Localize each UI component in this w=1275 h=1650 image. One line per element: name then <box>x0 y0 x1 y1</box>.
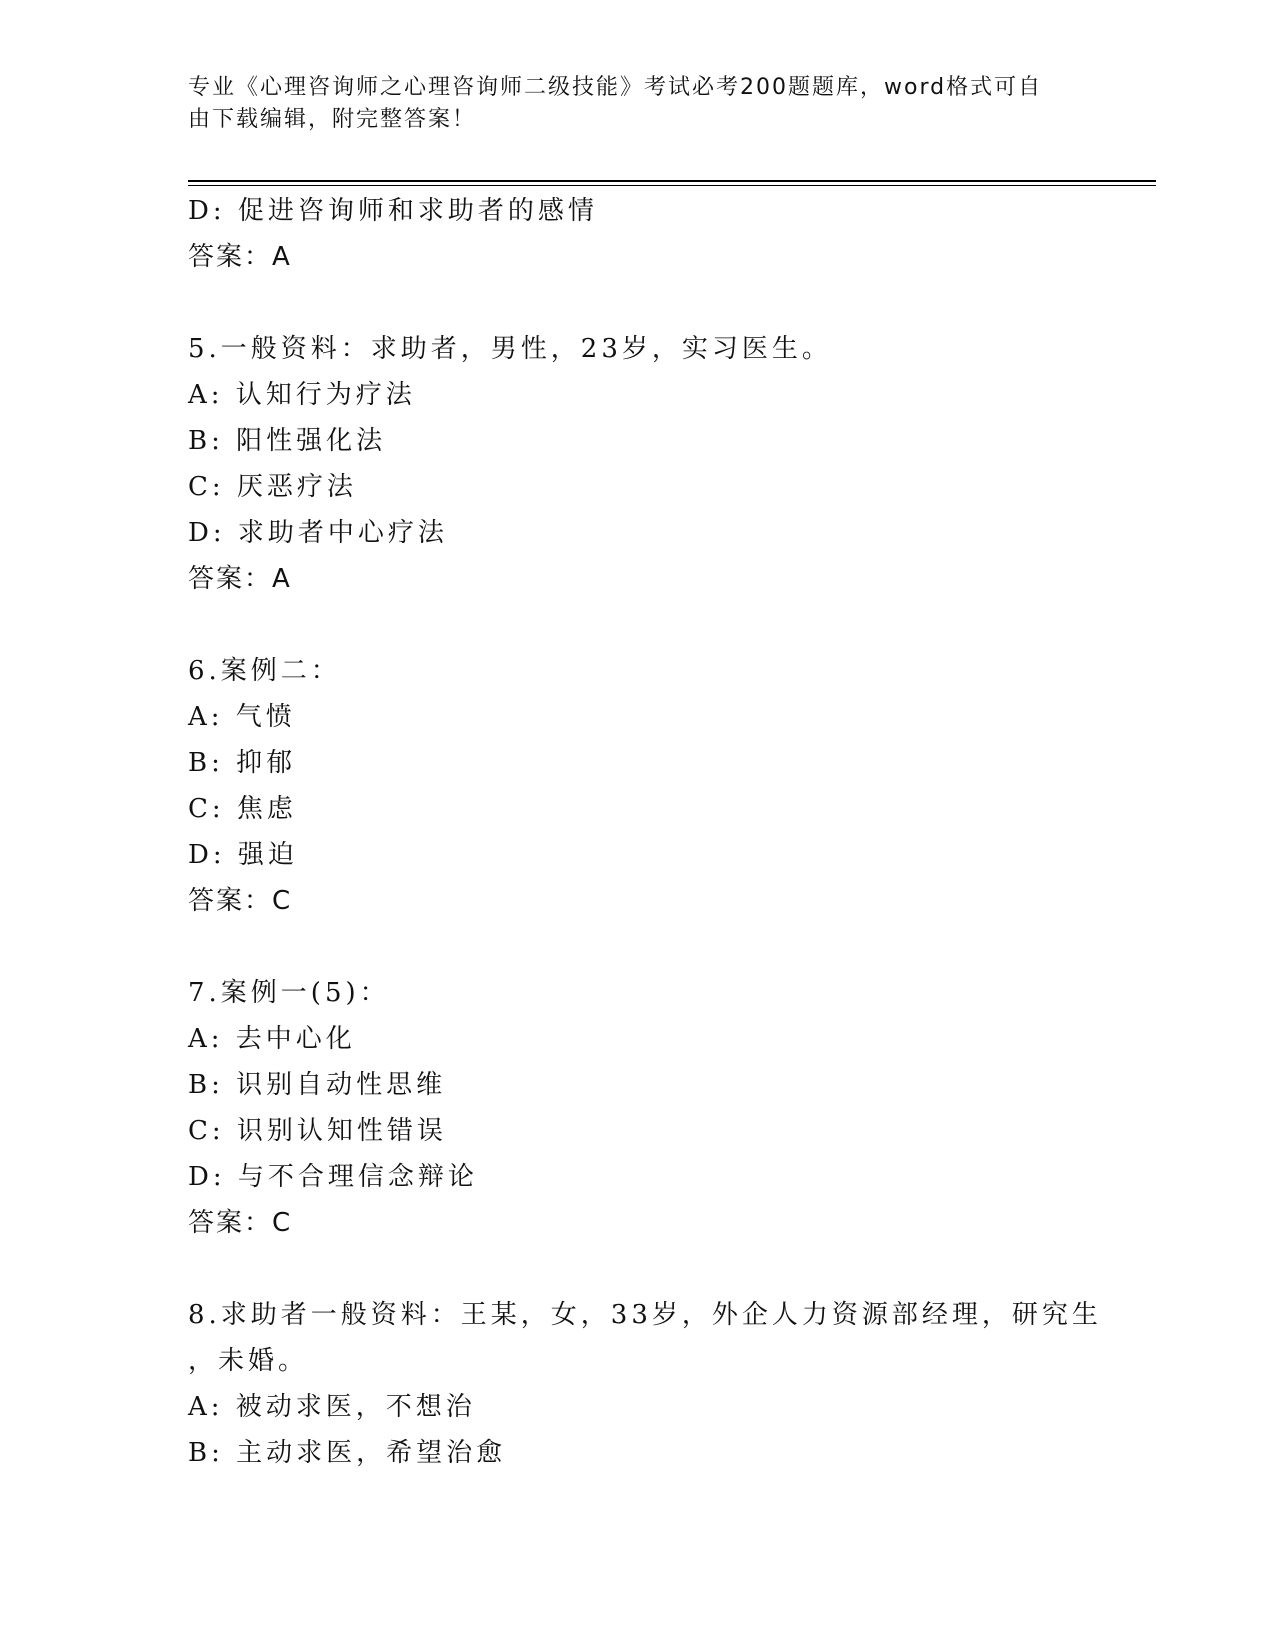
text-line: B: 识别自动性思维 <box>188 1070 447 1100</box>
answer-line: 答案：C <box>188 1208 293 1238</box>
spacer <box>188 602 1156 648</box>
spacer <box>188 924 1156 970</box>
text-line: B: 阳性强化法 <box>188 426 387 456</box>
text-line: 8.求助者一般资料：王某，女，33岁，外企人力资源部经理，研究生 <box>188 1300 1102 1330</box>
header-line-2: 由下载编辑，附完整答案！ <box>188 107 477 132</box>
text-line: D: 促进咨询师和求助者的感情 <box>188 196 598 226</box>
header-rule-thick <box>188 180 1156 182</box>
text-line: D: 求助者中心疗法 <box>188 518 448 548</box>
text-line: C: 焦虑 <box>188 794 297 824</box>
text-line: B: 抑郁 <box>188 748 297 778</box>
text-line: A: 被动求医，不想治 <box>188 1392 476 1422</box>
header-line-1: 专业《心理咨询师之心理咨询师二级技能》考试必考200题题库，word格式可自 <box>188 75 1043 100</box>
text-line: 7.案例一(5)： <box>188 978 390 1008</box>
spacer <box>188 1246 1156 1292</box>
text-line: ，未婚。 <box>188 1346 309 1376</box>
header-rule-thin <box>188 185 1156 186</box>
text-line: D: 与不合理信念辩论 <box>188 1162 478 1192</box>
answer-line: 答案：C <box>188 886 293 916</box>
text-line: 5.一般资料：求助者，男性，23岁，实习医生。 <box>188 334 832 364</box>
text-line: C: 识别认知性错误 <box>188 1116 447 1146</box>
text-line: A: 气愤 <box>188 702 296 732</box>
spacer <box>188 280 1156 326</box>
text-line: D: 强迫 <box>188 840 298 870</box>
answer-line: 答案：A <box>188 242 292 272</box>
text-line: 6.案例二： <box>188 656 341 686</box>
answer-line: 答案：A <box>188 564 292 594</box>
question-list <box>188 188 1156 1476</box>
text-line: A: 认知行为疗法 <box>188 380 416 410</box>
text-line: B: 主动求医，希望治愈 <box>188 1438 507 1468</box>
text-line: C: 厌恶疗法 <box>188 472 357 502</box>
text-line: A: 去中心化 <box>188 1024 356 1054</box>
document-header <box>188 72 1068 136</box>
